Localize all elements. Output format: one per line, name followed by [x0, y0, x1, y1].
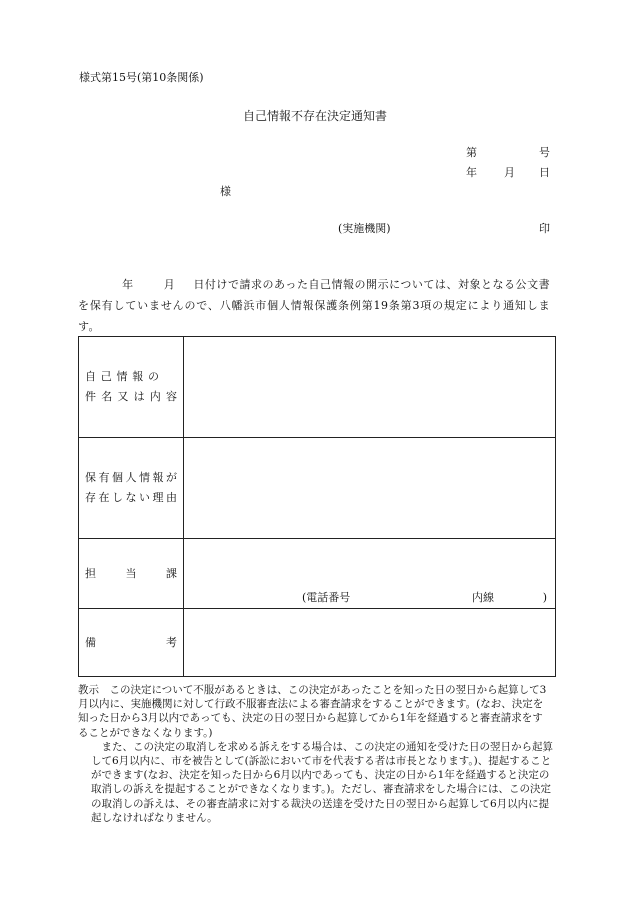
notice-lead: 教示: [78, 684, 99, 696]
agency-label: (実施機関): [338, 222, 391, 235]
label-char: 又: [117, 390, 129, 403]
phone-label: (電話番号: [302, 591, 351, 605]
label-char: 報: [152, 471, 164, 484]
number-prefix: 第: [466, 146, 477, 159]
document-title: 自己情報不存在決定通知書: [242, 109, 387, 123]
label-char: 有: [98, 471, 110, 484]
input-info-name[interactable]: [184, 337, 556, 438]
label-char: 在: [98, 491, 110, 504]
date-month: 月: [504, 166, 515, 179]
input-department[interactable]: [184, 539, 556, 609]
body-text: 日付けで請求のあった自己情報の開示については、対象となる公文書を保有していませんので、八幡浜市個人情報保護条例第19条第3項の規定により通知します。: [78, 278, 550, 333]
label-char: 担: [85, 566, 96, 580]
label-line: [79, 564, 183, 584]
label-char: 考: [166, 635, 177, 649]
notice-para-1: [78, 683, 553, 740]
label-char: 報: [132, 370, 144, 383]
body-paragraph: [78, 274, 550, 337]
label-char: 己: [100, 370, 112, 383]
label-char: は: [133, 390, 145, 403]
label-char: い: [139, 491, 150, 504]
table-row: [79, 609, 556, 677]
label-char: 内: [149, 390, 161, 403]
label-char: 個: [112, 471, 123, 484]
label-line: [79, 387, 183, 407]
body-month: 月: [163, 278, 176, 291]
table-row: [79, 539, 556, 609]
table-row: [79, 438, 556, 539]
form-code: 様式第15号(第10条関係): [79, 71, 204, 84]
label-char: 由: [166, 491, 177, 504]
label-char: 課: [166, 566, 177, 580]
label-char: 情: [139, 471, 150, 484]
notice-text-1: この決定について不服があるときは、この決定があったことを知った日の翌日から起算して3月以内に、実施機関に対して行政不服審査法による審査請求をすることができます。(なお、決定を知った日から3月以内であっても、決定の日の翌日から起算してから1年を経過すると審査請求をすることができなくなります。): [78, 684, 547, 739]
recipient-suffix: 様: [220, 185, 231, 198]
label-char: 備: [85, 635, 96, 649]
label-char: 理: [152, 491, 164, 504]
date-year: 年: [466, 166, 477, 179]
label-char: 人: [125, 471, 137, 484]
body-year: 年: [122, 278, 134, 291]
notice-para-2: [78, 740, 553, 825]
label-line: [79, 367, 183, 387]
input-reason[interactable]: [184, 438, 556, 539]
row-label-department: [79, 539, 184, 609]
table-row: [79, 337, 556, 438]
label-char: 保: [85, 471, 96, 484]
label-line: [79, 468, 183, 488]
label-char: 当: [125, 566, 137, 580]
info-table: [78, 336, 556, 677]
row-label-remarks: [79, 609, 184, 677]
label-char: が: [166, 471, 177, 484]
input-remarks[interactable]: [184, 609, 556, 677]
label-char: 名: [101, 390, 113, 403]
label-char: 容: [165, 390, 177, 403]
label-line: [79, 488, 183, 508]
row-label-info-name: [79, 337, 184, 438]
label-char: し: [112, 491, 123, 504]
label-char: 情: [116, 370, 128, 383]
label-char: 存: [85, 491, 96, 504]
label-line: [79, 633, 183, 653]
seal-mark: 印: [539, 222, 550, 235]
label-char: な: [125, 491, 137, 504]
notice-text-2: また、この決定の取消しを求める訴えをする場合は、この決定の通知を受けた日の翌日から起算して6月以内に、市を被告として(訴訟において市を代表する者は市長となります。)、提起することができます(なお、決定を知った日から6月以内であっても、決定の日から1年を経過すると決定の取消しの訴えを提起することができなくなります。)。ただし、審査請求をした場合には、この決定の取消しの訴えは、その審査請求に対する裁決の送達を受けた日の翌日から起算して6月以内に提起しなければなりません。: [91, 740, 553, 824]
row-label-reason: [79, 438, 184, 539]
label-char: 件: [85, 390, 96, 403]
date-day: 日: [539, 166, 550, 179]
notice-section: [78, 683, 553, 825]
label-char: の: [148, 370, 159, 383]
number-suffix: 号: [539, 146, 550, 159]
paren-close: ): [542, 591, 547, 605]
extension-label: 内線: [472, 591, 494, 605]
label-char: 自: [85, 370, 96, 383]
